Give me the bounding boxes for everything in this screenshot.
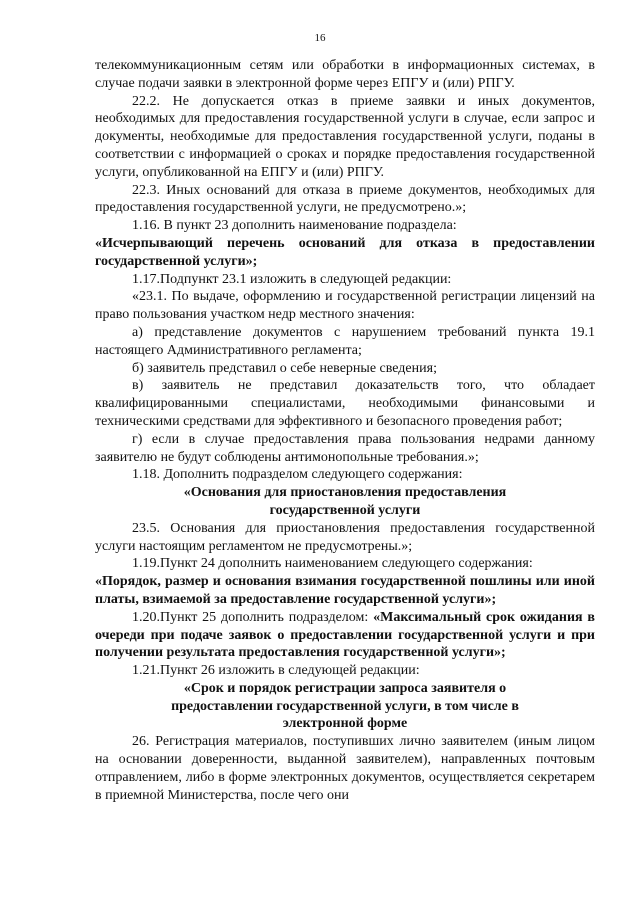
item-b: б) заявитель представил о себе неверные сведения;: [132, 360, 437, 376]
item-a: а) представление документов с нарушением требований пункта 19.1 настоящего Административного регламента;: [95, 324, 595, 358]
paragraph-1-18: 1.18. Дополнить подразделом следующего содержания:: [132, 467, 463, 483]
paragraph-22-2: 22.2. Не допускается отказ в приеме заявки и иных документов, необходимых для предоставления государственной услуги в случае, если запрос и документы, необходимые для предоставления государственной услуги, поданы в соответствии с информацией о сроках и порядке предоставления государственной услуги, опубликованной на ЕПГУ и (или) РПГУ.: [95, 93, 595, 180]
heading-state-fee: [95, 573, 595, 609]
paragraph-1-20: [95, 609, 595, 662]
document-body: [95, 57, 595, 804]
paragraph-1-16: 1.16. В пункт 23 дополнить наименование подраздела:: [132, 218, 457, 234]
heading-suspension-grounds: [95, 484, 595, 520]
heading-state-fee-text: «Порядок, размер и основания взимания государственной пошлины или иной платы, взимаемой за предоставление государственной услуги»;: [95, 574, 595, 607]
paragraph-1-19: 1.19.Пункт 24 дополнить наименованием следующего содержания:: [132, 556, 533, 572]
heading-registration-text: «Срок и порядок регистрации запроса заявителя о предоставлении государственной услуги, в том числе в электронной форме: [171, 680, 519, 732]
paragraph-23-1: «23.1. По выдаче, оформлению и государственной регистрации лицензий на право пользования участком недр местного значения:: [95, 289, 595, 323]
paragraph-1-20-text: 1.20.Пункт 25 дополнить подразделом:: [132, 609, 369, 625]
heading-refusal-grounds: [95, 235, 595, 271]
page-number: 16: [314, 32, 326, 44]
paragraph-23-5: 23.5. Основания для приостановления предоставления государственной услуги настоящим регламентом не предусмотрены.»;: [95, 520, 595, 554]
paragraph-22-3: 22.3. Иных оснований для отказа в приеме документов, необходимых для предоставления государственной услуги, не предусмотрено.»;: [95, 182, 595, 216]
heading-max-wait-text: «Максимальный срок ожидания в очереди при подаче заявок о предоставлении государственной услуги и при получении результата предоставления государственной услуги»;: [95, 609, 595, 661]
heading-registration: [95, 680, 595, 733]
paragraph-1: телекоммуникационным сетям или обработки в информационных системах, в случае подачи заявки в электронной форме через ЕПГУ и (или) РПГУ.: [95, 58, 595, 91]
heading-suspension-grounds-text: «Основания для приостановления предоставления государственной услуги: [183, 485, 507, 518]
item-v: в) заявитель не представил доказательств того, что обладает квалифицированными специалистами, необходимыми финансовыми и техническими средствами для эффективного и безопасного проведения работ;: [95, 378, 595, 429]
item-g: г) если в случае предоставления права пользования недрами данному заявителю не будут соблюдены антимонопольные требования.»;: [95, 431, 595, 465]
paragraph-26: 26. Регистрация материалов, поступивших лично заявителем (иным лицом на основании доверенности, выданной заявителем), направленных почтовым отправлением, либо в форме электронных документов, осуществляется секретарем в приемной Министерства, после чего они: [95, 734, 595, 803]
heading-refusal-grounds-text: «Исчерпывающий перечень оснований для отказа в предоставлении государственной услуги»;: [95, 235, 595, 269]
paragraph-1-21: 1.21.Пункт 26 изложить в следующей редакции:: [132, 663, 420, 679]
paragraph-1-17: 1.17.Подпункт 23.1 изложить в следующей редакции:: [132, 271, 452, 287]
